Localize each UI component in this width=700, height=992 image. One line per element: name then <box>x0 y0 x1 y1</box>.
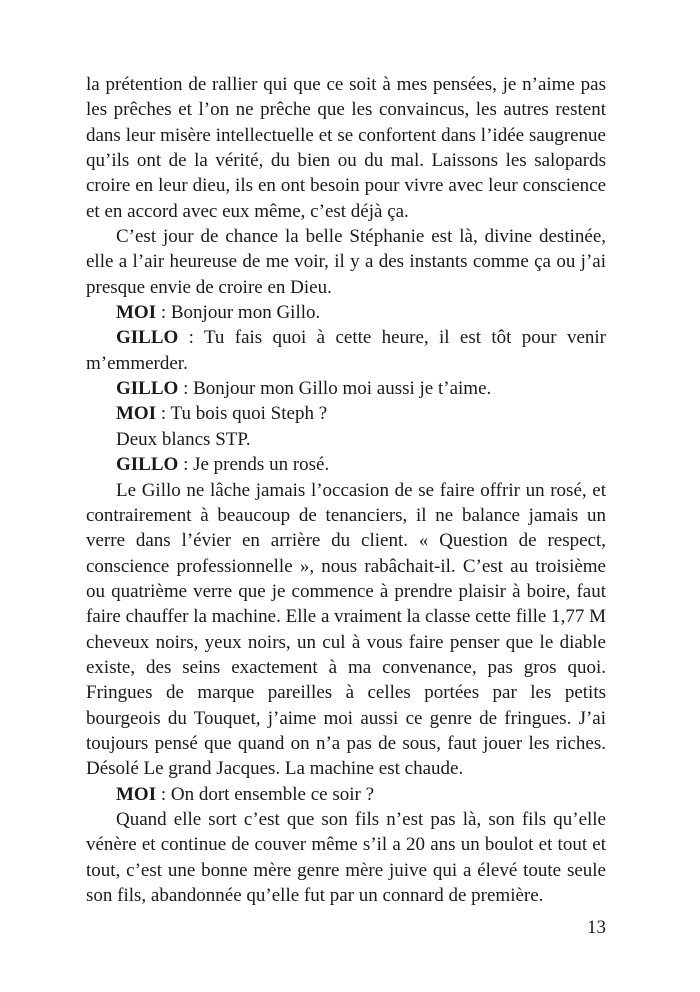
dialogue-line <box>86 376 606 401</box>
dialogue-text: : On dort ensemble ce soir ? <box>156 783 375 805</box>
dialogue-line <box>86 452 606 477</box>
dialogue-text: : Bonjour mon Gillo. <box>156 302 321 324</box>
paragraph-continuation: la prétention de rallier qui que ce soit à mes pensées, je n’aime pas les prêches et l’on ne prêche que les convaincus, les autres restent dans leur misère intellectuelle et se confortent dans l’idée saugrenue qu’ils ont de la vérité, du bien ou du mal. Laissons les salopards croire en leur dieu, ils en ont besoin pour vivre avec leur conscience et en accord avec eux même, c’est déjà ça. <box>86 74 606 222</box>
dialogue-text: : Je prends un rosé. <box>178 454 330 476</box>
dialogue-text: : Bonjour mon Gillo moi aussi je t’aime. <box>178 378 492 400</box>
speaker-name: GILLO <box>116 454 179 476</box>
dialogue-text: : Tu bois quoi Steph ? <box>156 403 328 425</box>
dialogue-line <box>86 782 606 807</box>
dialogue-line <box>86 300 606 325</box>
dialogue-line <box>86 325 606 376</box>
dialogue-reply: Deux blancs STP. <box>116 428 251 450</box>
paragraph-mother: Quand elle sort c’est que son fils n’est pas là, son fils qu’elle vénère et continue de couver même s’il a 20 ans un boulot et tout et tout, c’est une bonne mère genre mère juive qui a élevé toute seule son fils, abandonnée qu’elle fut par un connard de première. <box>86 808 606 906</box>
speaker-name: MOI <box>116 783 157 805</box>
page-number: 13 <box>587 917 606 938</box>
speaker-name: GILLO <box>116 378 179 400</box>
dialogue-line <box>86 401 606 426</box>
paragraph-stephanie: C’est jour de chance la belle Stéphanie est là, divine destinée, elle a l’air heureuse de me voir, il y a des instants comme ça ou j’ai presque envie de croire en Dieu. <box>86 226 606 298</box>
speaker-name: GILLO <box>116 327 179 349</box>
page-body <box>86 72 606 908</box>
speaker-name: MOI <box>116 403 157 425</box>
speaker-name: MOI <box>116 302 157 324</box>
paragraph-gillo: Le Gillo ne lâche jamais l’occasion de se faire offrir un rosé, et contrairement à beaucoup de tenanciers, il ne balance jamais un verre dans l’évier en arrière du client. « Question de respect, conscience professionnelle », nous rabâchait-il. C’est au troisième ou quatrième verre que je commence à prendre plaisir à boire, faut faire chauffer la machine. Elle a vraiment la classe cette fille 1,77 M cheveux noirs, yeux noirs, un cul à vous faire penser que le diable existe, des seins exactement à ma convenance, pas gros quoi. Fringues de marque pareilles à celles portées par les petits bourgeois du Touquet, j’aime moi aussi ce genre de fringues. J’ai toujours pensé que quand on n’a pas de sous, faut jouer les riches. Désolé Le grand Jacques. La machine est chaude. <box>86 479 606 780</box>
dialogue-text: : Tu fais quoi à cette heure, il est tôt pour venir m’emmerder. <box>86 327 606 374</box>
